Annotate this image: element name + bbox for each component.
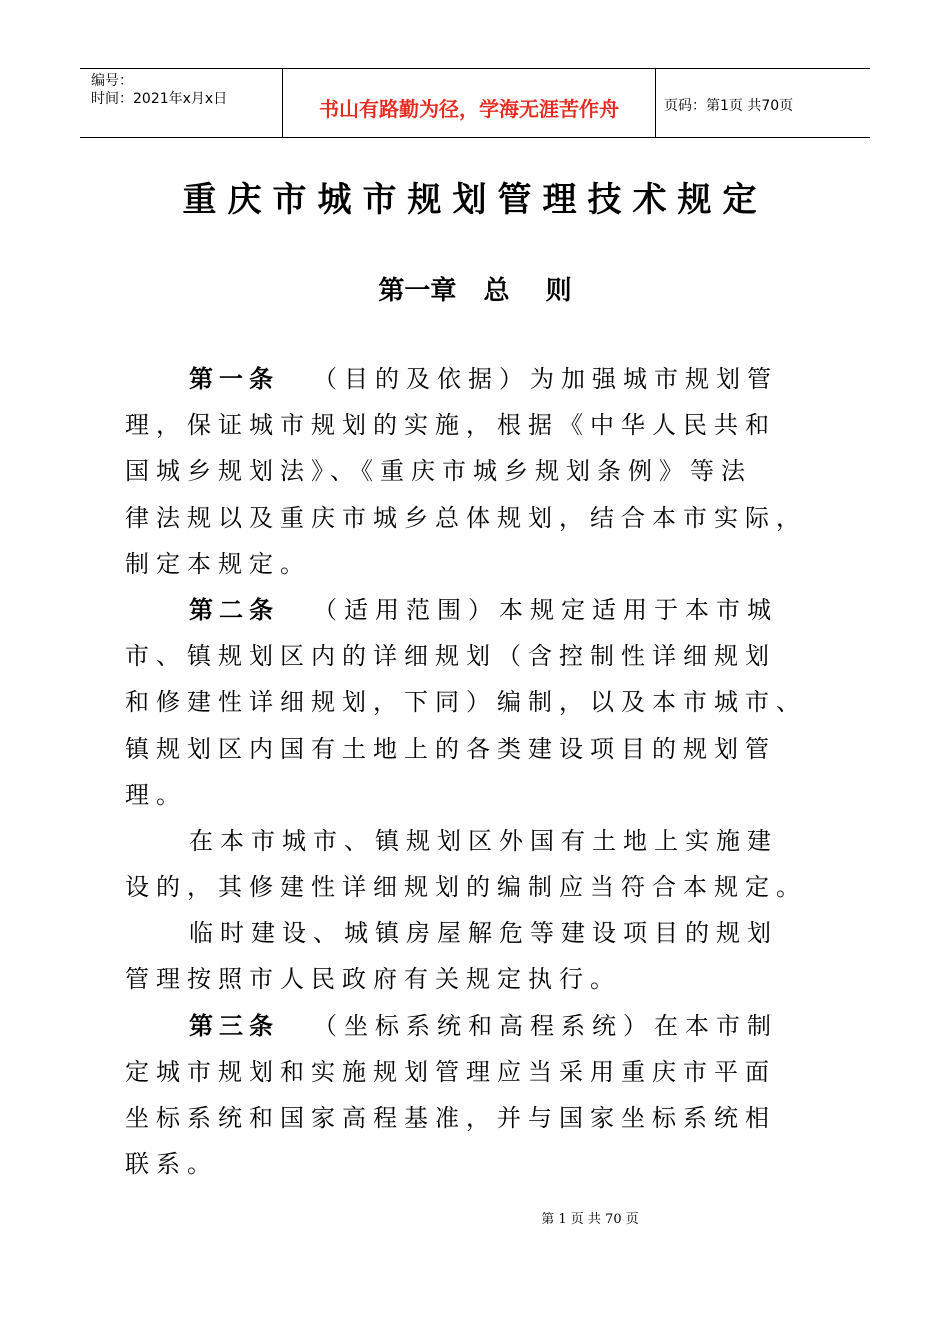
motto-text: 书山有路勤为径，学海无涯苦作舟 — [319, 97, 619, 121]
article-2-line — [125, 587, 825, 633]
article-1-heading: 第一条 — [189, 365, 279, 393]
article-2-heading: 第二条 — [189, 595, 279, 624]
paragraph-line: 设的，其修建性详细规划的编制应当符合本规定。 — [125, 873, 807, 902]
article-1-text: （目的及依据）为加强城市规划管 — [313, 365, 778, 393]
article-3-line: 联系。 — [125, 1150, 218, 1179]
article-1-line: 律法规以及重庆市城乡总体规划，结合本市实际， — [125, 503, 807, 532]
document-number-label: 编号： — [91, 73, 133, 89]
article-2-line: 和修建性详细规划，下同）编制，以及本市城市、 — [125, 688, 807, 717]
header-table — [80, 68, 870, 138]
document-time-label: 时间：2021年x月x日 — [91, 91, 228, 107]
document-body — [125, 356, 825, 1187]
article-3-line: 定城市规划和实施规划管理应当采用重庆市平面 — [125, 1057, 776, 1086]
header-motto-cell — [282, 69, 656, 137]
article-1-line — [125, 356, 825, 402]
paragraph-line: 管理按照市人民政府有关规定执行。 — [125, 965, 621, 994]
article-3-line: 坐标系统和国家高程基准，并与国家坐标系统相 — [125, 1104, 776, 1132]
article-3-line — [125, 1003, 825, 1049]
article-2-line: 市、镇规划区内的详细规划（含控制性详细规划 — [125, 642, 776, 671]
article-3-text: （坐标系统和高程系统）在本市制 — [313, 1011, 778, 1040]
document-title: 重庆市城市规划管理技术规定 — [182, 180, 768, 220]
article-2-line: 理。 — [125, 780, 187, 809]
header-meta-cell — [80, 69, 282, 137]
article-1-line: 国城乡规划法》、《重庆市城乡规划条例》等法 — [125, 457, 752, 486]
article-2-text: （适用范围）本规定适用于本市城 — [313, 595, 778, 624]
chapter-heading: 第一章 总 则 — [378, 276, 572, 306]
header-page-cell — [655, 69, 870, 137]
paragraph-line: 在本市城市、镇规划区外国有土地上实施建 — [189, 826, 778, 855]
page-footer: 第 1 页 共 70 页 — [541, 1212, 639, 1227]
article-3-heading: 第三条 — [189, 1011, 279, 1040]
header-page-info: 页码：第1页 共70页 — [664, 98, 794, 114]
article-1-line: 理，保证城市规划的实施，根据《中华人民共和 — [125, 411, 776, 440]
paragraph-line: 临时建设、城镇房屋解危等建设项目的规划 — [189, 919, 778, 948]
article-2-line: 镇规划区内国有土地上的各类建设项目的规划管 — [125, 734, 776, 763]
article-1-line: 制定本规定。 — [125, 549, 311, 578]
